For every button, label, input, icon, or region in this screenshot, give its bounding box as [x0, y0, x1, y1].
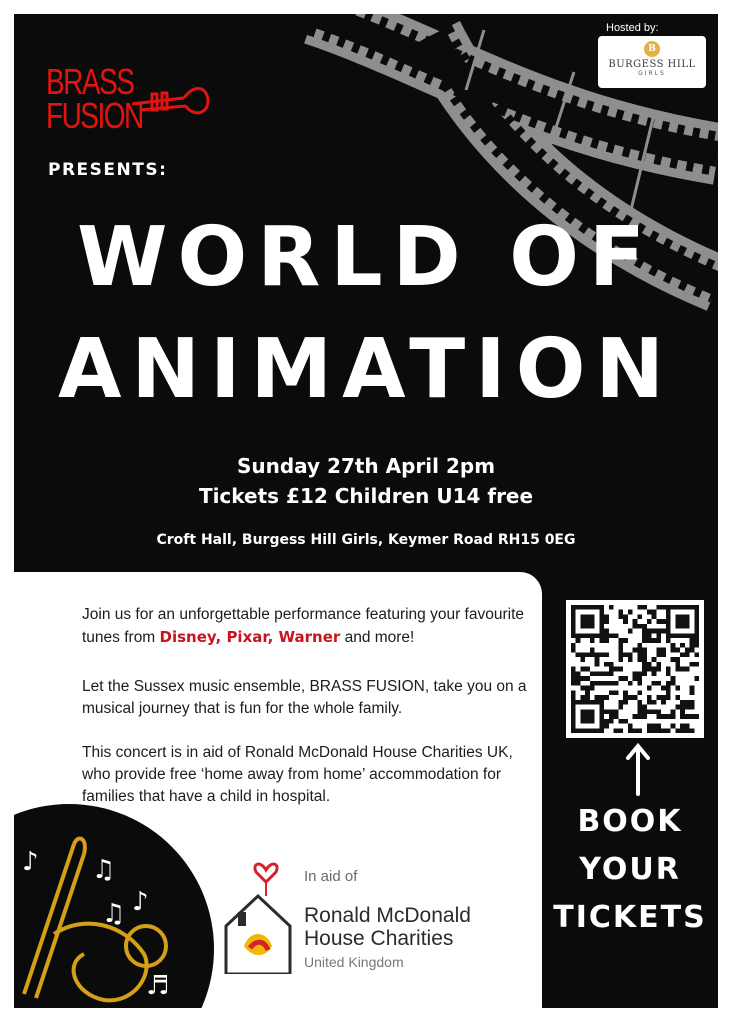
- music-notes-icon: ♫: [102, 899, 126, 929]
- rmhc-house-icon: [222, 850, 294, 974]
- host-logo: [598, 36, 706, 88]
- music-notes-icon: ♫: [92, 855, 116, 885]
- cta-line-1[interactable]: BOOK: [577, 804, 683, 839]
- hosted-by-label: Hosted by:: [606, 22, 659, 34]
- studios-highlight: Disney, Pixar, Warner: [159, 628, 341, 646]
- cta-line-2[interactable]: YOUR: [579, 852, 681, 887]
- presents-label: PRESENTS:: [48, 160, 168, 180]
- event-tickets: Tickets £12 Children U14 free: [198, 484, 534, 508]
- charity-name-line-2: House Charities: [304, 927, 454, 950]
- host-name: BURGESS HILL: [608, 59, 696, 70]
- description-paragraph-2: Let the Sussex music ensemble, BRASS FUSION, take you on a musical journey that is fun for the whole family.: [82, 678, 527, 717]
- qr-code-icon[interactable]: [566, 600, 704, 738]
- in-aid-label: In aid of: [304, 868, 358, 885]
- charity-name-line-1: Ronald McDonald: [304, 904, 471, 927]
- music-notes-icon: ♬: [146, 971, 170, 1001]
- paragraph-1-text: Join us for an unforgettable performance featuring your favourite tunes from: [82, 606, 525, 646]
- title-line-2: ANIMATION: [57, 322, 675, 417]
- trumpet-icon: [130, 80, 212, 130]
- paragraph-1-end: and more!: [340, 629, 415, 646]
- description-paragraph-1: [82, 604, 532, 649]
- music-note-icon: ♪: [132, 887, 149, 917]
- charity-country: United Kingdom: [304, 954, 404, 970]
- cta-line-3[interactable]: TICKETS: [553, 900, 707, 935]
- brand-line-2: FUSION: [46, 95, 143, 136]
- title-line-1: WORLD OF: [77, 210, 655, 305]
- host-sub: GIRLS: [638, 70, 666, 77]
- arrow-up-icon: [626, 742, 650, 796]
- event-poster: [14, 14, 718, 1008]
- brand-line-1: BRASS: [46, 61, 134, 102]
- instruments-icon: [14, 814, 204, 1008]
- host-crest-icon: B: [644, 41, 660, 57]
- music-note-icon: ♪: [22, 847, 39, 877]
- event-venue: Croft Hall, Burgess Hill Girls, Keymer Road RH15 0EG: [156, 532, 576, 548]
- event-datetime: Sunday 27th April 2pm: [236, 454, 496, 478]
- brand-logo: [46, 62, 216, 152]
- description-paragraph-3: This concert is in aid of Ronald McDonald House Charities UK, who provide free ‘home away from home’ accommodation for families that have a child in hospital.: [82, 744, 513, 805]
